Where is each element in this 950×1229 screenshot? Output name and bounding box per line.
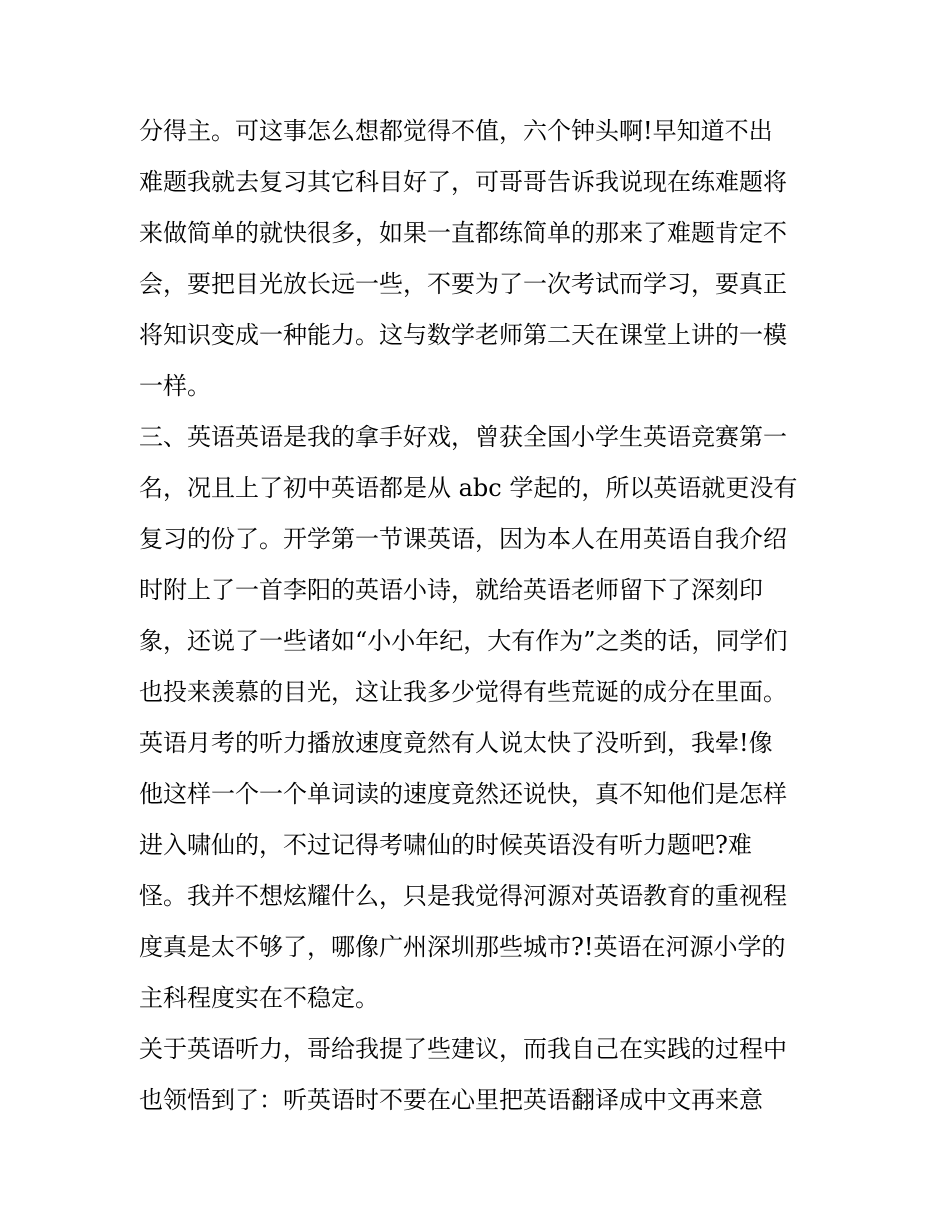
- text-line: 象，还说了一些诸如“小小年纪，大有作为”之类的话，同学们: [139, 627, 788, 655]
- text-line: 关于英语听力，哥给我提了些建议，而我自己在实践的过程中: [139, 1035, 787, 1063]
- text-line: 主科程度实在不稳定。: [139, 984, 379, 1012]
- text-line: 时附上了一首李阳的英语小诗，就给英语老师留下了深刻印: [139, 576, 763, 604]
- text-line: 也投来羡慕的目光，这让我多少觉得有些荒诞的成分在里面。: [139, 678, 787, 706]
- text-line: 也领悟到了：听英语时不要在心里把英语翻译成中文再来意: [139, 1086, 763, 1114]
- text-line: 英语月考的听力播放速度竟然有人说太快了没听到，我晕!像: [139, 729, 773, 757]
- text-line: 度真是太不够了，哪像广州深圳那些城市?!英语在河源小学的: [139, 933, 786, 961]
- text-line: 他这样一个一个单词读的速度竟然还说快，真不知他们是怎样: [139, 780, 787, 808]
- text-line: 将知识变成一种能力。这与数学老师第二天在课堂上讲的一模: [139, 321, 787, 349]
- text-line: 一样。: [139, 372, 211, 400]
- text-line: 难题我就去复习其它科目好了，可哥哥告诉我说现在练难题将: [139, 168, 787, 196]
- text-line: 会，要把目光放长远一些，不要为了一次考试而学习，要真正: [139, 270, 787, 298]
- text-line: 复习的份了。开学第一节课英语，因为本人在用英语自我介绍: [139, 525, 787, 553]
- text-line: 来做简单的就快很多，如果一直都练简单的那来了难题肯定不: [139, 219, 787, 247]
- body-text: [139, 106, 819, 1126]
- text-line: 进入啸仙的，不过记得考啸仙的时候英语没有听力题吧?难: [139, 831, 752, 859]
- text-line: 名，况且上了初中英语都是从 abc 学起的，所以英语就更没有: [139, 474, 798, 502]
- text-line: 三、英语英语是我的拿手好戏，曾获全国小学生英语竞赛第一: [139, 423, 787, 451]
- text-line: 分得主。可这事怎么想都觉得不值，六个钟头啊!早知道不出: [139, 117, 773, 145]
- text-line: 怪。我并不想炫耀什么，只是我觉得河源对英语教育的重视程: [139, 882, 787, 910]
